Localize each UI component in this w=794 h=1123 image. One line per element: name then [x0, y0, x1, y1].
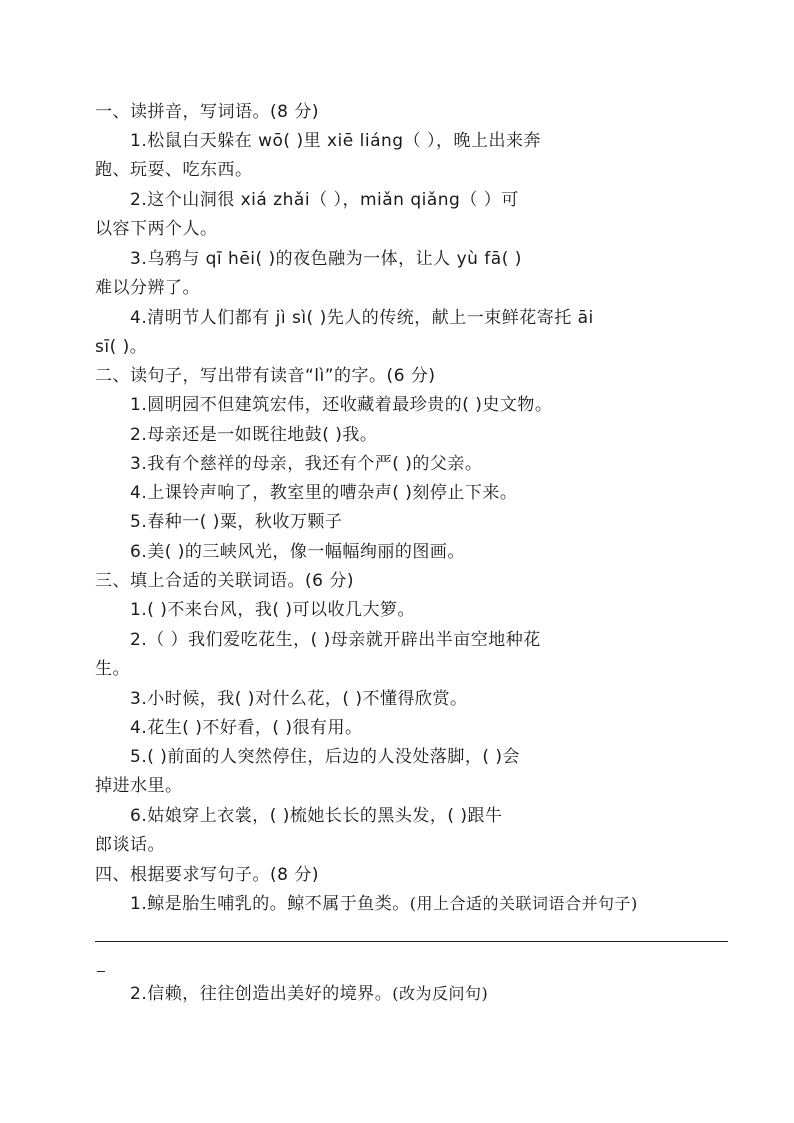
- section-4-heading: 四、根据要求写句子。(8 分): [95, 865, 319, 885]
- question-4-2-instruction: (改为反问句): [392, 984, 489, 1003]
- question-2-3: 3.我有个慈祥的母亲，我还有个严( )的父亲。: [130, 454, 483, 474]
- question-4-1-text: 1.鲸是胎生哺乳的。鲸不属于鱼类。: [130, 894, 410, 914]
- question-4-1-instruction: (用上合适的关联词语合并句子): [409, 894, 638, 913]
- question-1-1-cont: 跑、玩耍、吃东西。: [95, 160, 253, 180]
- question-1-4: 4.清明节人们都有 jì sì( )先人的传统，献上一束鲜花寄托 āi: [130, 308, 594, 328]
- question-3-6-cont: 郎谈话。: [95, 835, 165, 855]
- answer-line-stub: [97, 971, 105, 972]
- question-3-4: 4.花生( )不好看，( )很有用。: [130, 718, 363, 738]
- question-4-2: [130, 982, 728, 1006]
- question-4-2-text: 2.信赖，往往创造出美好的境界。: [130, 984, 393, 1004]
- question-3-5: 5.( )前面的人突然停住，后边的人没处落脚，( )会: [130, 747, 521, 767]
- answer-line-4-1[interactable]: [95, 941, 728, 942]
- section-1-heading: 一、读拼音，写词语。(8 分): [95, 102, 319, 122]
- question-3-1: 1.( )不来台风，我( )可以收几大箩。: [130, 600, 416, 620]
- question-1-3: 3.乌鸦与 qī hēi( )的夜色融为一体，让人 yù fā( ): [130, 249, 522, 269]
- question-4-1: [130, 892, 728, 916]
- question-2-2: 2.母亲还是一如既往地鼓( )我。: [130, 425, 378, 445]
- question-2-4: 4.上课铃声响了，教室里的嘈杂声( )刻停止下来。: [130, 483, 518, 503]
- question-3-3: 3.小时候，我( )对什么花，( )不懂得欣赏。: [130, 689, 468, 709]
- question-1-2-cont: 以容下两个人。: [95, 219, 218, 239]
- question-3-2-cont: 生。: [95, 659, 130, 679]
- question-1-2: 2.这个山洞很 xiá zhǎi（ ），miǎn qiǎng（ ）可: [130, 190, 519, 210]
- question-1-4-cont: sī( )。: [95, 337, 148, 357]
- question-1-3-cont: 难以分辨了。: [95, 278, 200, 298]
- question-2-1: 1.圆明园不但建筑宏伟，还收藏着最珍贵的( )史文物。: [130, 395, 553, 415]
- section-2-heading: 二、读句子，写出带有读音“lì”的字。(6 分): [95, 366, 436, 386]
- section-3-heading: 三、填上合适的关联词语。(6 分): [95, 571, 354, 591]
- question-3-2: 2.（ ）我们爱吃花生，( )母亲就开辟出半亩空地种花: [130, 630, 541, 650]
- question-2-5: 5.春种一( )粟，秋收万颗子: [130, 512, 343, 532]
- question-1-1: 1.松鼠白天躲在 wō( )里 xiē liáng（ ），晚上出来奔: [130, 131, 541, 151]
- question-2-6: 6.美( )的三峡风光，像一幅幅绚丽的图画。: [130, 542, 465, 562]
- question-3-6: 6.姑娘穿上衣裳，( )梳她长长的黑头发，( )跟牛: [130, 806, 503, 826]
- question-3-5-cont: 掉进水里。: [95, 776, 183, 796]
